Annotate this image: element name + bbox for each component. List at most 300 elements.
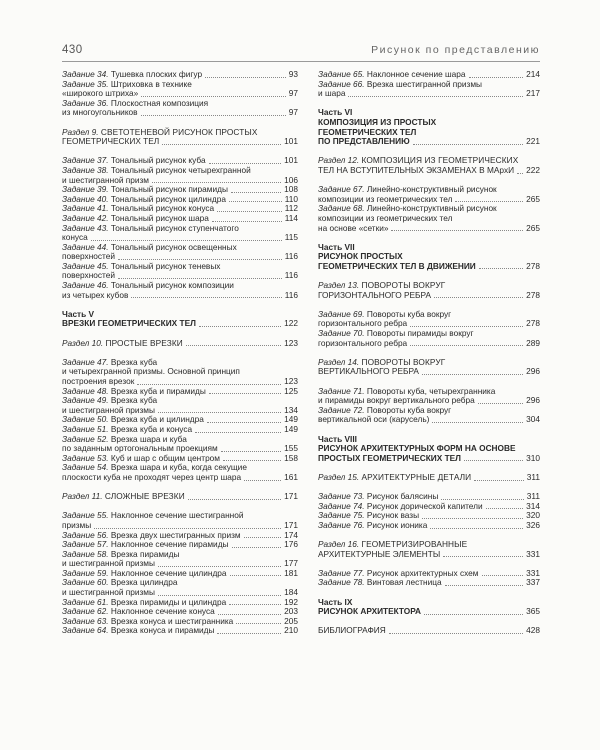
entry-label: Задание 78. — [318, 577, 365, 588]
page-ref: 296 — [526, 366, 540, 377]
entry-line — [318, 367, 540, 377]
entry-label: Задание 73. — [318, 491, 365, 502]
dot-leader — [486, 508, 524, 509]
dot-leader — [422, 518, 523, 519]
entry-label: Задание 52. — [62, 433, 109, 444]
entry-line — [318, 339, 540, 349]
entry-title: по заданным ортогональным проекциям — [62, 443, 218, 454]
toc-task — [318, 329, 540, 348]
entry-title-line — [62, 261, 220, 271]
page-ref: 134 — [284, 404, 298, 415]
dot-leader — [217, 211, 282, 212]
entry-title: АРХИТЕКТУРНЫЕ ДЕТАЛИ — [361, 471, 472, 482]
dot-leader — [244, 537, 282, 538]
entry-title: Врезка пирамиды и цилиндра — [110, 596, 227, 607]
page-ref: 320 — [526, 510, 540, 521]
dot-leader — [443, 556, 523, 557]
entry-label: Задание 58. — [62, 548, 109, 559]
entry-title: ПО ПРЕДСТАВЛЕНИЮ — [318, 136, 410, 147]
dot-leader — [244, 480, 281, 481]
entry-title: Наклонное сечение шара — [366, 69, 466, 79]
entry-title: Рисунок ионика — [366, 519, 428, 530]
entry-title: Винтовая лестница — [366, 577, 442, 588]
entry-line — [62, 224, 298, 234]
entry-title: Тональный рисунок пирамиды — [110, 184, 228, 195]
entry-line — [62, 492, 298, 502]
entry-line — [318, 626, 540, 636]
entry-title: Врезка куба и конуса — [110, 423, 193, 434]
toc-task — [62, 281, 298, 300]
entry-title-line — [318, 155, 518, 165]
entry-label: Задание 53. — [62, 452, 109, 463]
entry-title: из многоугольников — [62, 107, 138, 118]
dot-leader — [158, 595, 281, 596]
entry-label: Задание 64. — [62, 625, 109, 636]
entry-title: и шестигранной призмы — [62, 558, 155, 569]
page-ref: 181 — [284, 567, 298, 578]
entry-title-line — [318, 280, 445, 290]
dot-leader — [230, 575, 282, 576]
entry-title-line — [318, 357, 445, 367]
dot-leader — [118, 278, 282, 279]
dot-leader — [434, 297, 523, 298]
page-ref: 203 — [284, 606, 298, 617]
entry-line — [318, 607, 540, 617]
entry-title: и шара — [318, 88, 346, 99]
dot-leader — [236, 623, 281, 624]
toc-task — [62, 99, 298, 118]
entry-label: Задание 59. — [62, 567, 109, 578]
toc-task — [62, 396, 298, 415]
entry-label: Задание 48. — [62, 385, 109, 396]
entry-label: Задание 76. — [318, 519, 365, 530]
entry-title: Врезка куба — [110, 395, 158, 406]
entry-title: Тональный рисунок конуса — [110, 203, 215, 214]
dot-leader — [517, 173, 523, 174]
toc-task — [318, 185, 540, 204]
page-ref: 125 — [284, 385, 298, 396]
entry-label: Задание 62. — [62, 606, 109, 617]
entry-label: Задание 54. — [62, 462, 109, 473]
dot-leader — [231, 192, 281, 193]
entry-title: Плоскостная композиция — [110, 97, 209, 108]
page-ref: 158 — [284, 452, 298, 463]
entry-line — [62, 137, 298, 147]
page-ref: 116 — [284, 289, 298, 300]
entry-label: Раздел 14. — [318, 356, 360, 367]
entry-title-line — [318, 309, 451, 319]
dot-leader — [137, 384, 281, 385]
entry-label: Задание 66. — [318, 78, 365, 89]
entry-title: Врезка куба — [110, 356, 158, 367]
entry-title: Рисунок балясины — [366, 491, 439, 502]
dot-leader — [474, 480, 524, 481]
entry-label: Задание 50. — [62, 414, 109, 425]
dot-leader — [209, 393, 281, 394]
page-ref: 331 — [526, 548, 540, 559]
entry-line — [62, 108, 298, 118]
entry-title: Тональный рисунок четырехгранной — [110, 164, 251, 175]
toc-task — [318, 204, 540, 233]
entry-title: Рисунок архитектурных схем — [366, 567, 479, 578]
entry-line — [318, 473, 540, 483]
dot-leader — [479, 268, 523, 269]
entry-title: ПОВОРОТЫ ВОКРУГ — [361, 356, 446, 367]
page-header — [62, 44, 540, 60]
entry-label: Задание 51. — [62, 423, 109, 434]
entry-title: Тональный рисунок теневых — [110, 260, 221, 271]
toc-task — [62, 550, 298, 569]
spacer — [62, 300, 298, 310]
page-ref: 101 — [284, 136, 298, 147]
page-ref: 149 — [284, 423, 298, 434]
toc-task — [62, 224, 298, 243]
entry-title-line — [318, 203, 497, 213]
entry-line — [318, 521, 540, 531]
entry-label: Задание 38. — [62, 164, 109, 175]
dot-leader — [188, 499, 281, 500]
entry-title: Повороты пирамиды вокруг — [366, 328, 474, 339]
entry-title: композиции из геометрических тел — [318, 193, 453, 204]
toc-task — [62, 626, 298, 636]
entry-title: Тональный рисунок ступенчатого — [110, 222, 239, 233]
entry-title: ГОРИЗОНТАЛЬНОГО РЕБРА — [318, 289, 431, 300]
toc-section — [318, 281, 540, 300]
entry-line — [318, 89, 540, 99]
entry-label: Задание 46. — [62, 280, 109, 291]
entry-label: Задание 34. — [62, 69, 109, 79]
entry-title: Врезка конуса и шестигранника — [110, 615, 234, 626]
entry-line — [62, 319, 298, 329]
page-ref: 278 — [526, 318, 540, 329]
entry-label: Задание 68. — [318, 203, 365, 214]
toc-part — [318, 435, 540, 464]
page-ref: 337 — [526, 577, 540, 588]
toc-task — [62, 578, 298, 597]
entry-title-line — [62, 626, 214, 636]
dot-leader — [162, 144, 281, 145]
dot-leader — [199, 326, 281, 327]
page-ref: 311 — [526, 491, 540, 502]
entry-title-line — [318, 539, 467, 549]
entry-title-line — [62, 165, 251, 175]
entry-title: из четырех кубов — [62, 289, 129, 300]
entry-title: Врезка куба и цилиндра — [110, 414, 204, 425]
running-title: Рисунок по представлению — [371, 44, 540, 56]
entry-line — [318, 224, 540, 234]
dot-leader — [232, 547, 282, 548]
page-ref: 192 — [284, 596, 298, 607]
dot-leader — [209, 163, 282, 164]
entry-title: ПРОСТЫЕ ВРЕЗКИ — [105, 337, 183, 348]
dot-leader — [141, 115, 286, 116]
entry-label: Раздел 12. — [318, 155, 360, 166]
dot-leader — [445, 585, 524, 586]
page-ref: 177 — [284, 558, 298, 569]
page-ref: 326 — [526, 519, 540, 530]
entry-title: Тушевка плоских фигур — [110, 69, 203, 79]
page-ref: 176 — [284, 539, 298, 550]
entry-title: горизонтального ребра — [318, 337, 408, 348]
entry-label: Задание 74. — [318, 500, 365, 511]
entry-title: и шестигранной призмы — [62, 587, 155, 598]
entry-title: ВЕРТИКАЛЬНОГО РЕБРА — [318, 366, 419, 377]
entry-title-line — [62, 462, 247, 472]
entry-title-line — [62, 577, 178, 587]
entry-line — [62, 626, 298, 636]
dot-leader — [141, 96, 286, 97]
entry-title: Тональный рисунок куба — [110, 155, 206, 166]
entry-title-line — [318, 473, 471, 483]
part-label: Часть VIII — [318, 433, 357, 444]
entry-label: Задание 57. — [62, 539, 109, 550]
entry-line — [62, 291, 298, 301]
entry-title: Повороты куба, четырехгранника — [366, 385, 496, 396]
entry-label: Раздел 15. — [318, 471, 360, 482]
page-ref: 221 — [526, 136, 540, 147]
toc-task — [62, 511, 298, 530]
entry-line — [318, 291, 540, 301]
entry-title-line — [318, 386, 495, 396]
entry-label: Задание 61. — [62, 596, 109, 607]
entry-line — [318, 550, 540, 560]
entry-title: Повороты куба вокруг — [366, 404, 452, 415]
entry-title-line — [62, 280, 234, 290]
toc-task — [62, 80, 298, 99]
toc-task — [62, 435, 298, 454]
entry-title: Линейно-конструктивный рисунок — [366, 184, 497, 195]
page-ref: 311 — [526, 471, 540, 482]
entry-title-line — [62, 242, 237, 252]
toc-section — [318, 358, 540, 377]
toc-left-column — [62, 70, 298, 636]
entry-title-line — [318, 184, 497, 194]
page-ref: 155 — [284, 443, 298, 454]
entry-label: Задание 37. — [62, 155, 109, 166]
entry-label: Задание 63. — [62, 615, 109, 626]
entry-title: КОМПОЗИЦИЯ ИЗ ГЕОМЕТРИЧЕСКИХ — [361, 155, 519, 166]
entry-title-line — [62, 127, 258, 137]
entry-line — [318, 454, 540, 464]
entry-label: Раздел 16. — [318, 539, 360, 550]
page-ref: 265 — [526, 222, 540, 233]
entry-label: Задание 35. — [62, 78, 109, 89]
entry-label: Задание 72. — [318, 404, 365, 415]
entry-title: РИСУНОК АРХИТЕКТУРНЫХ ФОРМ НА ОСНОВЕ — [318, 443, 516, 454]
entry-title: плоскости куба не проходят через центр шара — [62, 471, 242, 482]
toc-section — [318, 156, 540, 175]
entry-label: Задание 49. — [62, 395, 109, 406]
entry-title: ГЕОМЕТРИЗИРОВАННЫЕ — [361, 539, 468, 550]
dot-leader — [218, 614, 281, 615]
entry-title: Наклонное сечение шестигранной — [110, 510, 244, 521]
entry-title: Врезка шара и куба — [110, 433, 187, 444]
page-number: 430 — [62, 44, 83, 56]
page-ref: 97 — [288, 88, 298, 99]
page-ref: 310 — [526, 452, 540, 463]
toc-task — [62, 262, 298, 281]
entry-title-line — [318, 521, 427, 531]
entry-title: Наклонное сечение пирамиды — [110, 539, 229, 550]
dot-leader — [348, 96, 523, 97]
dot-leader — [441, 499, 523, 500]
dot-leader — [217, 633, 281, 634]
entry-label: Задание 41. — [62, 203, 109, 214]
entry-line — [318, 166, 540, 176]
toc-section — [62, 492, 298, 502]
entry-title: ПРОСТЫХ ГЕОМЕТРИЧЕСКИХ ТЕЛ — [318, 452, 462, 463]
entry-title: построения врезок — [62, 376, 135, 386]
entry-title: вертикальной оси (карусель) — [318, 414, 430, 425]
entry-title-line — [62, 510, 244, 520]
entry-label: Раздел 10. — [62, 337, 104, 348]
toc-part — [318, 243, 540, 272]
entry-title-line — [62, 434, 187, 444]
dot-leader — [432, 422, 523, 423]
page-ref: 106 — [284, 174, 298, 185]
dot-leader — [186, 345, 281, 346]
page-ref: 149 — [284, 414, 298, 425]
dot-leader — [482, 575, 524, 576]
entry-label: Задание 77. — [318, 567, 365, 578]
toc-right-column — [318, 70, 540, 636]
entry-title: Повороты куба вокруг — [366, 308, 452, 319]
dot-leader — [152, 182, 281, 183]
entry-label: Задание 45. — [62, 260, 109, 271]
entry-title-line — [62, 492, 185, 502]
toc-plain — [318, 626, 540, 636]
dot-leader — [131, 297, 281, 298]
entry-title: поверхностей — [62, 251, 116, 262]
page-ref: 115 — [284, 232, 298, 243]
entry-line — [62, 339, 298, 349]
entry-label: Задание 40. — [62, 193, 109, 204]
entry-title: и шестигранной призм — [62, 174, 150, 185]
toc-section — [62, 128, 298, 147]
entry-label: Задание 42. — [62, 212, 109, 223]
entry-title: призмы — [62, 519, 92, 530]
entry-label: Задание 43. — [62, 222, 109, 233]
entry-label: Задание 67. — [318, 184, 365, 195]
dot-leader — [223, 460, 281, 461]
entry-label: Задание 36. — [62, 97, 109, 108]
entry-label: Задание 71. — [318, 385, 365, 396]
entry-title-line — [62, 79, 192, 89]
page-ref: 217 — [526, 88, 540, 99]
page-ref: 184 — [284, 587, 298, 598]
entry-label: Задание 65. — [318, 69, 365, 79]
dot-leader — [422, 374, 523, 375]
dot-leader — [91, 240, 282, 241]
dot-leader — [424, 614, 523, 615]
entry-title: Врезка двух шестигранных призм — [110, 529, 241, 540]
entry-title: Куб и шар с общим центром — [110, 452, 220, 463]
entry-title: и четырехгранной призмы. Основной принцип — [62, 366, 240, 377]
entry-title: Врезка конуса и пирамиды — [110, 625, 215, 636]
entry-label: Задание 69. — [318, 308, 365, 319]
entry-label: Задание 56. — [62, 529, 109, 540]
entry-title: Наклонное сечение цилиндра — [110, 567, 227, 578]
entry-title-line — [62, 395, 157, 405]
dot-leader — [212, 221, 282, 222]
entry-label: Задание 70. — [318, 328, 365, 339]
entry-title: Тональный рисунок освещенных — [110, 241, 237, 252]
page-ref: 174 — [284, 529, 298, 540]
entry-title: ТЕЛ НА ВСТУПИТЕЛЬНЫХ ЭКЗАМЕНАХ В МАрхИ — [318, 164, 515, 175]
entry-title-line — [62, 98, 208, 108]
part-label: Часть VI — [318, 107, 353, 118]
entry-title: Наклонное сечение конуса — [110, 606, 215, 617]
toc-part — [318, 108, 540, 146]
page-ref: 210 — [284, 625, 298, 636]
page-ref: 205 — [284, 615, 298, 626]
part-label: Часть IX — [318, 596, 353, 607]
dot-leader — [389, 633, 523, 634]
entry-title: Врезка шестигранной призмы — [366, 78, 483, 89]
page-ref: 278 — [526, 289, 540, 300]
entry-title-line — [318, 405, 451, 415]
entry-label: Задание 55. — [62, 510, 109, 521]
page-ref: 214 — [526, 69, 540, 79]
entry-title: ВРЕЗКИ ГЕОМЕТРИЧЕСКИХ ТЕЛ — [62, 318, 196, 329]
page-ref: 116 — [284, 270, 298, 281]
dot-leader — [410, 345, 523, 346]
toc-section — [318, 473, 540, 483]
entry-title: Линейно-конструктивный рисунок — [366, 203, 497, 214]
entry-title: Рисунок дорической капители — [366, 500, 483, 511]
dot-leader — [391, 230, 523, 231]
dot-leader — [410, 326, 523, 327]
page-ref: 101 — [284, 155, 298, 166]
entry-title: БИБЛИОГРАФИЯ — [318, 625, 386, 636]
toc-section — [318, 540, 540, 559]
entry-title: поверхностей — [62, 270, 116, 281]
toc-part — [62, 310, 298, 329]
entry-label: Задание 60. — [62, 577, 109, 588]
entry-label: Задание 75. — [318, 510, 365, 521]
page-ref: 123 — [284, 337, 298, 348]
entry-title: Тональный рисунок композиции — [110, 280, 234, 291]
page-ref: 365 — [526, 606, 540, 617]
entry-title: Рисунок вазы — [366, 510, 420, 521]
dot-leader — [229, 201, 282, 202]
toc-task — [318, 521, 540, 531]
entry-title: Тональный рисунок шара — [110, 212, 209, 223]
entry-label: Задание 47. — [62, 356, 109, 367]
toc-section — [62, 339, 298, 349]
entry-title: АРХИТЕКТУРНЫЕ ЭЛЕМЕНТЫ — [318, 548, 441, 559]
page-ref: 112 — [284, 203, 298, 214]
page-ref: 123 — [284, 376, 298, 386]
entry-title: и пирамиды вокруг вертикального ребра — [318, 395, 475, 406]
dot-leader — [195, 432, 281, 433]
toc-task — [62, 243, 298, 262]
entry-line — [318, 137, 540, 147]
header-rule — [62, 61, 540, 62]
entry-label: Раздел 11. — [62, 491, 103, 502]
entry-title: РИСУНОК ПРОСТЫХ — [318, 251, 403, 262]
dot-leader — [158, 566, 281, 567]
entry-title: РИСУНОК АРХИТЕКТОРА — [318, 606, 422, 617]
entry-title: и шестигранной призмы — [62, 404, 155, 415]
part-label: Часть VII — [318, 241, 355, 252]
entry-title: СВЕТОТЕНЕВОЙ РИСУНОК ПРОСТЫХ — [100, 126, 258, 137]
page-ref: 171 — [284, 519, 298, 530]
page-ref: 161 — [284, 471, 298, 482]
toc-task — [62, 166, 298, 185]
dot-leader — [229, 604, 281, 605]
page-ref: 116 — [284, 251, 298, 262]
